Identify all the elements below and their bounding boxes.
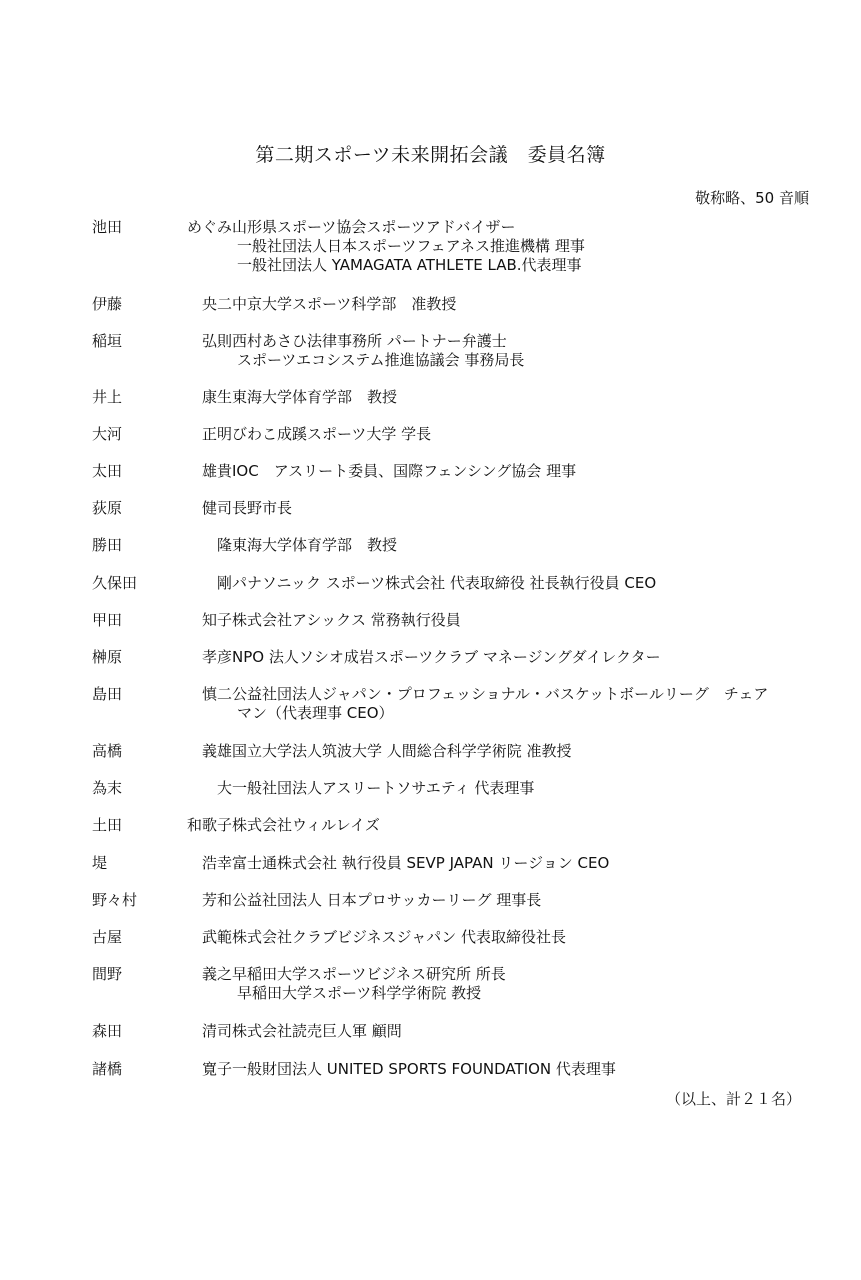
affiliation-line: NPO 法人ソシオ成岩スポーツクラブ マネージングダイレクター — [232, 648, 661, 666]
member-name — [92, 499, 232, 518]
member-surname: 荻原 — [92, 499, 123, 517]
member-surname: 土田 — [92, 816, 123, 834]
member-surname: 榊原 — [92, 648, 123, 666]
member-name — [92, 332, 232, 351]
affiliation-line: びわこ成蹊スポーツ大学 学長 — [232, 425, 432, 443]
affiliation-line: 早稲田大学スポーツビジネス研究所 所長 — [232, 965, 506, 983]
member-given-name: 孝彦 — [201, 648, 232, 666]
member-affiliation — [232, 425, 812, 444]
member-name — [92, 648, 232, 667]
member-given-name: 雄貴 — [201, 462, 232, 480]
member-given-name: 大 — [216, 779, 232, 797]
member-affiliation — [232, 218, 812, 275]
list-item — [92, 388, 812, 407]
total-count-note: （以上、計２１名） — [665, 1090, 801, 1108]
list-item — [92, 218, 812, 275]
affiliation-line: 一般財団法人 UNITED SPORTS FOUNDATION 代表理事 — [232, 1060, 616, 1078]
list-item — [92, 891, 812, 910]
page-title: 第二期スポーツ未来開拓会議 委員名簿 — [255, 144, 606, 166]
member-affiliation — [232, 965, 812, 1003]
member-surname: 勝田 — [92, 536, 123, 554]
member-affiliation — [232, 742, 812, 761]
member-surname: 野々村 — [92, 891, 138, 909]
affiliation-line: 早稲田大学スポーツ科学学術院 教授 — [237, 984, 482, 1002]
affiliation-line: 株式会社読売巨人軍 顧問 — [232, 1022, 402, 1040]
member-given-name: 知子 — [201, 611, 232, 629]
member-given-name: 康生 — [201, 388, 232, 406]
member-surname: 太田 — [92, 462, 123, 480]
affiliation-line: 株式会社アシックス 常務執行役員 — [232, 611, 461, 629]
list-item — [92, 854, 812, 873]
member-name — [92, 742, 232, 761]
honorific-note: 敬称略、50 音順 — [695, 189, 809, 207]
affiliation-line: 西村あさひ法律事務所 パートナー弁護士 — [232, 332, 507, 350]
member-surname: 為末 — [92, 779, 123, 797]
member-surname: 島田 — [92, 685, 123, 703]
list-item — [92, 685, 812, 723]
affiliation-line: IOC アスリート委員、国際フェンシング協会 理事 — [232, 462, 577, 480]
member-name — [92, 574, 232, 593]
member-affiliation — [232, 928, 812, 947]
list-item — [92, 462, 812, 481]
list-item — [92, 1022, 812, 1041]
member-given-name: 剛 — [216, 574, 232, 592]
member-affiliation — [232, 462, 812, 481]
list-item — [92, 816, 812, 835]
list-item — [92, 574, 812, 593]
list-item — [92, 742, 812, 761]
member-given-name: 武範 — [201, 928, 232, 946]
member-name — [92, 779, 232, 798]
member-given-name: 義雄 — [201, 742, 232, 760]
member-name — [92, 1022, 232, 1041]
affiliation-line: 中京大学スポーツ科学部 准教授 — [232, 295, 457, 313]
affiliation-line: 株式会社ウィルレイズ — [232, 816, 380, 834]
affiliation-line: 長野市長 — [232, 499, 293, 517]
member-given-name: 健司 — [201, 499, 232, 517]
member-given-name: 清司 — [201, 1022, 232, 1040]
member-given-name: めぐみ — [186, 218, 232, 236]
member-surname: 甲田 — [92, 611, 123, 629]
member-given-name: 隆 — [216, 536, 232, 554]
member-surname: 池田 — [92, 218, 123, 236]
member-name — [92, 425, 232, 444]
member-given-name: 芳和 — [201, 891, 232, 909]
list-item — [92, 295, 812, 314]
member-affiliation — [232, 891, 812, 910]
affiliation-line: スポーツエコシステム推進協議会 事務局長 — [237, 351, 525, 369]
member-affiliation — [232, 574, 812, 593]
member-affiliation — [232, 779, 812, 798]
member-name — [92, 965, 232, 984]
member-surname: 森田 — [92, 1022, 123, 1040]
member-surname: 古屋 — [92, 928, 123, 946]
member-surname: 伊藤 — [92, 295, 123, 313]
member-given-name: 弘則 — [201, 332, 232, 350]
member-given-name: 和歌子 — [186, 816, 232, 834]
member-affiliation — [232, 536, 812, 555]
list-item — [92, 779, 812, 798]
member-given-name: 慎二 — [201, 685, 232, 703]
list-item — [92, 611, 812, 630]
member-name — [92, 295, 232, 314]
member-surname: 諸橋 — [92, 1060, 123, 1078]
member-affiliation — [232, 332, 812, 370]
affiliation-line: 東海大学体育学部 教授 — [232, 388, 398, 406]
member-affiliation — [232, 388, 812, 407]
affiliation-line: 一般社団法人日本スポーツフェアネス推進機構 理事 — [237, 237, 585, 255]
member-name — [92, 685, 232, 704]
affiliation-line: 一般社団法人アスリートソサエティ 代表理事 — [232, 779, 535, 797]
member-given-name: 浩幸 — [201, 854, 232, 872]
member-affiliation — [232, 1060, 812, 1079]
member-given-name: 央二 — [201, 295, 232, 313]
affiliation-line: 公益社団法人 日本プロサッカーリーグ 理事長 — [232, 891, 542, 909]
member-name — [92, 1060, 232, 1079]
affiliation-line: 山形県スポーツ協会スポーツアドバイザー — [232, 218, 516, 236]
member-affiliation — [232, 816, 812, 835]
member-name — [92, 891, 232, 910]
member-affiliation — [232, 499, 812, 518]
member-affiliation — [232, 854, 812, 873]
member-name — [92, 462, 232, 481]
affiliation-line: 国立大学法人筑波大学 人間総合科学学術院 准教授 — [232, 742, 572, 760]
member-name — [92, 218, 232, 237]
member-name — [92, 928, 232, 947]
member-given-name: 寛子 — [201, 1060, 232, 1078]
list-item — [92, 536, 812, 555]
member-surname: 久保田 — [92, 574, 138, 592]
member-surname: 大河 — [92, 425, 123, 443]
member-affiliation — [232, 1022, 812, 1041]
list-item — [92, 965, 812, 1003]
member-surname: 稲垣 — [92, 332, 123, 350]
member-affiliation — [232, 611, 812, 630]
member-surname: 高橋 — [92, 742, 123, 760]
member-surname: 間野 — [92, 965, 123, 983]
affiliation-line: マン（代表理事 CEO） — [237, 704, 394, 722]
list-item — [92, 648, 812, 667]
member-name — [92, 854, 232, 873]
member-surname: 堤 — [92, 854, 108, 872]
list-item — [92, 928, 812, 947]
affiliation-line: 公益社団法人ジャパン・プロフェッショナル・バスケットボールリーグ チェア — [232, 685, 769, 703]
affiliation-line: パナソニック スポーツ株式会社 代表取締役 社長執行役員 CEO — [232, 574, 657, 592]
member-affiliation — [232, 685, 812, 723]
list-item — [92, 499, 812, 518]
list-item — [92, 332, 812, 370]
member-name — [92, 388, 232, 407]
list-item — [92, 425, 812, 444]
member-name — [92, 611, 232, 630]
affiliation-line: 一般社団法人 YAMAGATA ATHLETE LAB.代表理事 — [237, 256, 582, 274]
affiliation-line: 株式会社クラブビジネスジャパン 代表取締役社長 — [232, 928, 567, 946]
member-name — [92, 536, 232, 555]
member-affiliation — [232, 295, 812, 314]
member-affiliation — [232, 648, 812, 667]
member-given-name: 正明 — [201, 425, 232, 443]
list-item — [92, 1060, 812, 1079]
affiliation-line: 富士通株式会社 執行役員 SEVP JAPAN リージョン CEO — [232, 854, 610, 872]
affiliation-line: 東海大学体育学部 教授 — [232, 536, 398, 554]
member-name — [92, 816, 232, 835]
member-surname: 井上 — [92, 388, 123, 406]
member-given-name: 義之 — [201, 965, 232, 983]
